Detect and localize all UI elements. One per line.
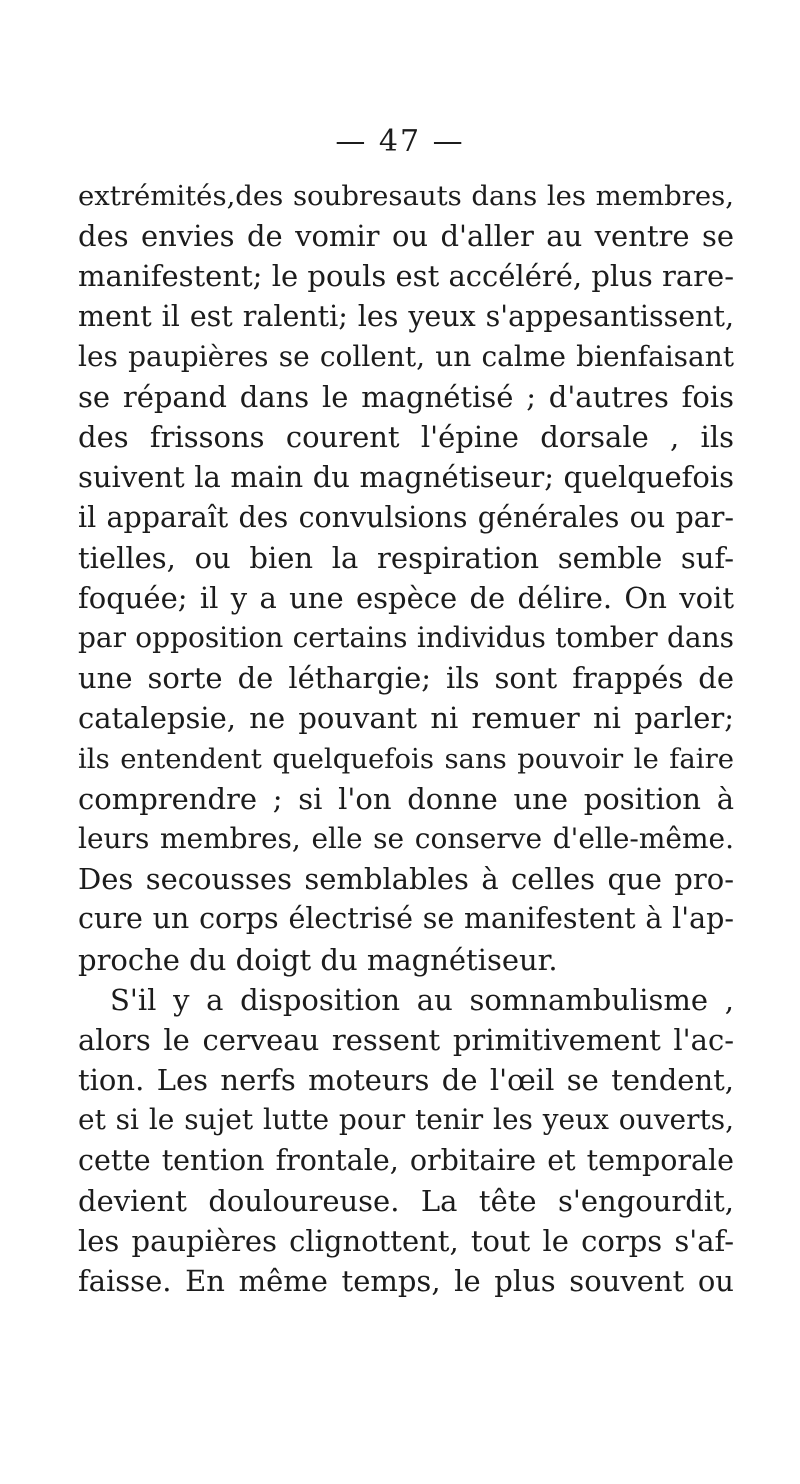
text-line: cette tention frontale, orbitaire et temporale xyxy=(78,1143,734,1177)
text-line: proche du doigt du magnétiseur. xyxy=(78,942,558,977)
text-line: et si le sujet lutte pour tenir les yeux ouverts, xyxy=(78,1103,734,1137)
text-line: comprendre ; si l'on donne une position à xyxy=(78,781,734,816)
text-line: devient douloureuse. La tête s'engourdit, xyxy=(78,1183,734,1218)
text-line: foquée; il y a une espèce de délire. On voit xyxy=(78,580,734,615)
text-line: se répand dans le magnétisé ; d'autres fois xyxy=(78,379,734,414)
text-line: tion. Les nerfs moteurs de l'œil se tendent, xyxy=(78,1063,734,1098)
text-line: les paupières se collent, un calme bienfaisant xyxy=(78,339,734,373)
text-line: S'il y a disposition au somnambulisme , xyxy=(110,982,734,1017)
text-line: suivent la main du magnétiseur; quelquefois xyxy=(78,460,734,495)
text-line: alors le cerveau ressent primitivement l'ac- xyxy=(78,1022,734,1057)
text-line: catalepsie, ne pouvant ni remuer ni parler; xyxy=(78,701,734,736)
text-line: extrémités,des soubresauts dans les membres, xyxy=(78,180,734,212)
page-number: — 47 — xyxy=(335,124,465,159)
text-line: une sorte de léthargie; ils sont frappés de xyxy=(78,661,734,696)
text-line: cure un corps électrisé se manifestent à l'ap- xyxy=(78,902,734,936)
text-line: Des secousses semblables à celles que pro- xyxy=(78,862,734,897)
text-line: par opposition certains individus tomber dans xyxy=(78,621,734,655)
text-line: ils entendent quelquefois sans pouvoir le faire xyxy=(78,742,734,775)
text-line: ment il est ralenti; les yeux s'appesantissent, xyxy=(78,299,734,333)
text-line: des envies de vomir ou d'aller au ventre se xyxy=(78,219,734,254)
text-line: des frissons courent l'épine dorsale , ils xyxy=(78,420,734,455)
text-line: il apparaît des convulsions générales ou par- xyxy=(78,500,734,534)
text-line: faisse. En même temps, le plus souvent ou xyxy=(78,1264,734,1299)
text-line: tielles, ou bien la respiration semble suf- xyxy=(78,540,734,575)
body-text xyxy=(78,176,734,1301)
text-line: les paupières clignottent, tout le corps s'af- xyxy=(78,1223,734,1258)
text-line: leurs membres, elle se conserve d'elle-même. xyxy=(78,822,734,855)
text-line: manifestent; le pouls est accéléré, plus rare- xyxy=(78,259,734,294)
